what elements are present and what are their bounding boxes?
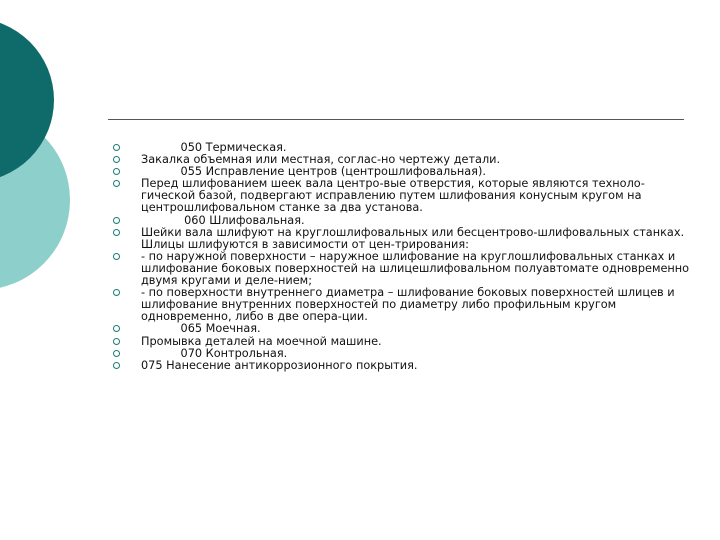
list-item-text: Промывка деталей на моечной машине.: [141, 334, 382, 348]
list-item: [113, 360, 693, 372]
list-item-text: 060 Шлифовальная.: [141, 213, 305, 227]
list-item: [113, 251, 693, 287]
bullet-icon: [113, 168, 120, 175]
list-item-text: Перед шлифованием шеек вала центро-вые отверстия, которые являются техноло-гической базой, подвергают исправлению путем шлифования конусным кругом на центрошлифовальном станке за два установа.: [141, 177, 646, 215]
list-item-text: 070 Контрольная.: [141, 346, 288, 360]
bullet-icon: [113, 362, 120, 369]
list-item: [113, 178, 693, 214]
list-item: [113, 287, 693, 323]
bullet-icon: [113, 325, 120, 332]
list-item-text: - по наружной поверхности – наружное шлифование на круглошлифовальных станках и шлифование боковых поверхностей на шлицешлифовальном полуавтомате одновременно двумя кругами и деле-нием;: [141, 249, 693, 288]
bullet-icon: [113, 144, 120, 151]
list-item-text: - по поверхности внутреннего диаметра – шлифование боковых поверхностей шлицев и шлифование внутренних поверхностей по диаметру либо профильным кругом одновременно, либо в две опера-ции.: [141, 286, 679, 324]
list-item-text: 075 Нанесение антикоррозионного покрытия.: [141, 358, 418, 372]
decorative-circles: [0, 0, 120, 300]
list-item-text: Закалка объемная или местная, соглас-но чертежу детали.: [141, 153, 501, 167]
bullet-icon: [113, 253, 120, 260]
bullet-icon: [113, 229, 120, 236]
list-item-text: 065 Моечная.: [141, 322, 261, 336]
list-item-text: Шейки вала шлифуют на круглошлифовальных или бесцентрово-шлифовальных станках. Шлицы шлифуются в зависимости от цен-трирования:: [141, 225, 688, 251]
list-item: [113, 323, 693, 335]
bullet-icon: [113, 217, 120, 224]
bullet-icon: [113, 156, 120, 163]
bullet-icon: [113, 338, 120, 345]
decorative-circles-graphic: [0, 0, 120, 300]
list-item-text: 055 Исправление центров (центрошлифовальная).: [141, 165, 486, 179]
bullet-icon: [113, 350, 120, 357]
list-item: [113, 336, 693, 348]
list-item-text: 050 Термическая.: [141, 141, 287, 154]
list-item: [113, 227, 693, 251]
bullet-icon: [113, 180, 120, 187]
bullet-icon: [113, 289, 120, 296]
list-item: [113, 348, 693, 360]
title-divider: [108, 119, 684, 120]
list-item: [113, 215, 693, 227]
content-list: [113, 142, 693, 372]
